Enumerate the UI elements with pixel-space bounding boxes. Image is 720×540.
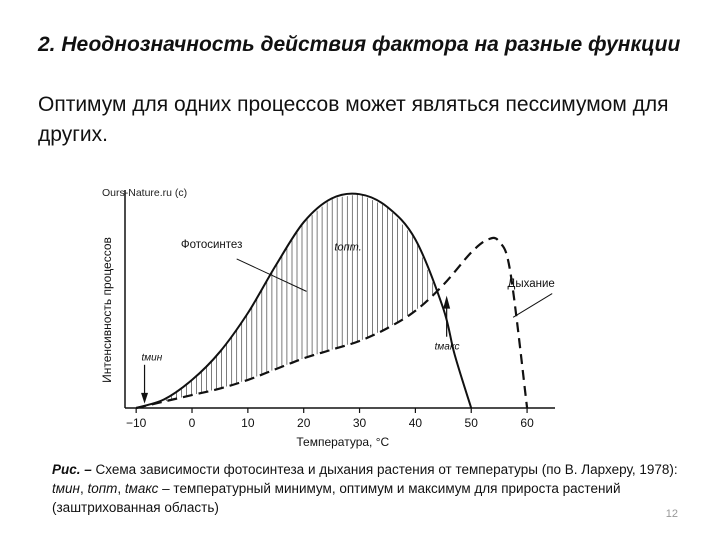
caption-prefix: Рис. – bbox=[52, 462, 92, 477]
watermark: Ours-Nature.ru (c) bbox=[102, 187, 188, 199]
page-number: 12 bbox=[665, 508, 678, 520]
series-line-respiration bbox=[136, 238, 527, 408]
caption-t-opt: tопт bbox=[87, 481, 118, 496]
caption-t-max: tмакс bbox=[124, 481, 159, 496]
x-tick-label: 20 bbox=[297, 416, 311, 430]
x-tick-label: 60 bbox=[520, 416, 534, 430]
t-opt-label: tопт. bbox=[334, 241, 362, 254]
slide-text: Оптимум для одних процессов может являться пессимумом для других. bbox=[38, 93, 669, 146]
series-line-photosynthesis bbox=[136, 194, 471, 408]
caption-rest: – температурный минимум, оптимум и максимум для прироста растений (заштрихованная область) bbox=[52, 481, 621, 515]
figure-caption: Рис. – Схема зависимости фотосинтеза и дыхания растения от температуры (по В. Лархеру, 1978): tмин, tопт, tмакс – температурный минимум, оптимум и максимум для прироста растений (заштрихованная область) bbox=[52, 462, 678, 515]
x-tick-label: 50 bbox=[464, 416, 478, 430]
temperature-chart bbox=[90, 180, 570, 450]
t-max-label: tмакс bbox=[434, 341, 460, 353]
t-min-label: tмин bbox=[141, 352, 163, 364]
x-tick-label: 0 bbox=[188, 416, 196, 430]
caption-text: Схема зависимости фотосинтеза и дыхания растения от температуры (по В. Лархеру, 1978): bbox=[91, 462, 678, 477]
x-tick-label: 10 bbox=[241, 416, 255, 430]
x-tick-label: 40 bbox=[408, 416, 423, 430]
y-axis-label: Интенсивность процессов bbox=[100, 237, 114, 383]
t-max-arrow-head bbox=[443, 296, 450, 309]
x-axis-label: Температура, °C bbox=[296, 435, 390, 449]
respiration-leader-line bbox=[513, 294, 552, 318]
x-tick-label: 30 bbox=[352, 416, 367, 430]
shaded-area bbox=[166, 195, 432, 402]
x-ticks bbox=[126, 408, 534, 430]
x-tick-label: −10 bbox=[125, 416, 147, 430]
caption-t-min: tмин bbox=[52, 481, 80, 496]
series-label-photosynthesis: Фотосинтез bbox=[180, 239, 243, 252]
t-min-arrow-head bbox=[141, 393, 148, 404]
series-label-respiration: Дыхание bbox=[507, 278, 555, 291]
slide-title: 2. Неоднозначность действия фактора на разные функции bbox=[38, 33, 681, 56]
